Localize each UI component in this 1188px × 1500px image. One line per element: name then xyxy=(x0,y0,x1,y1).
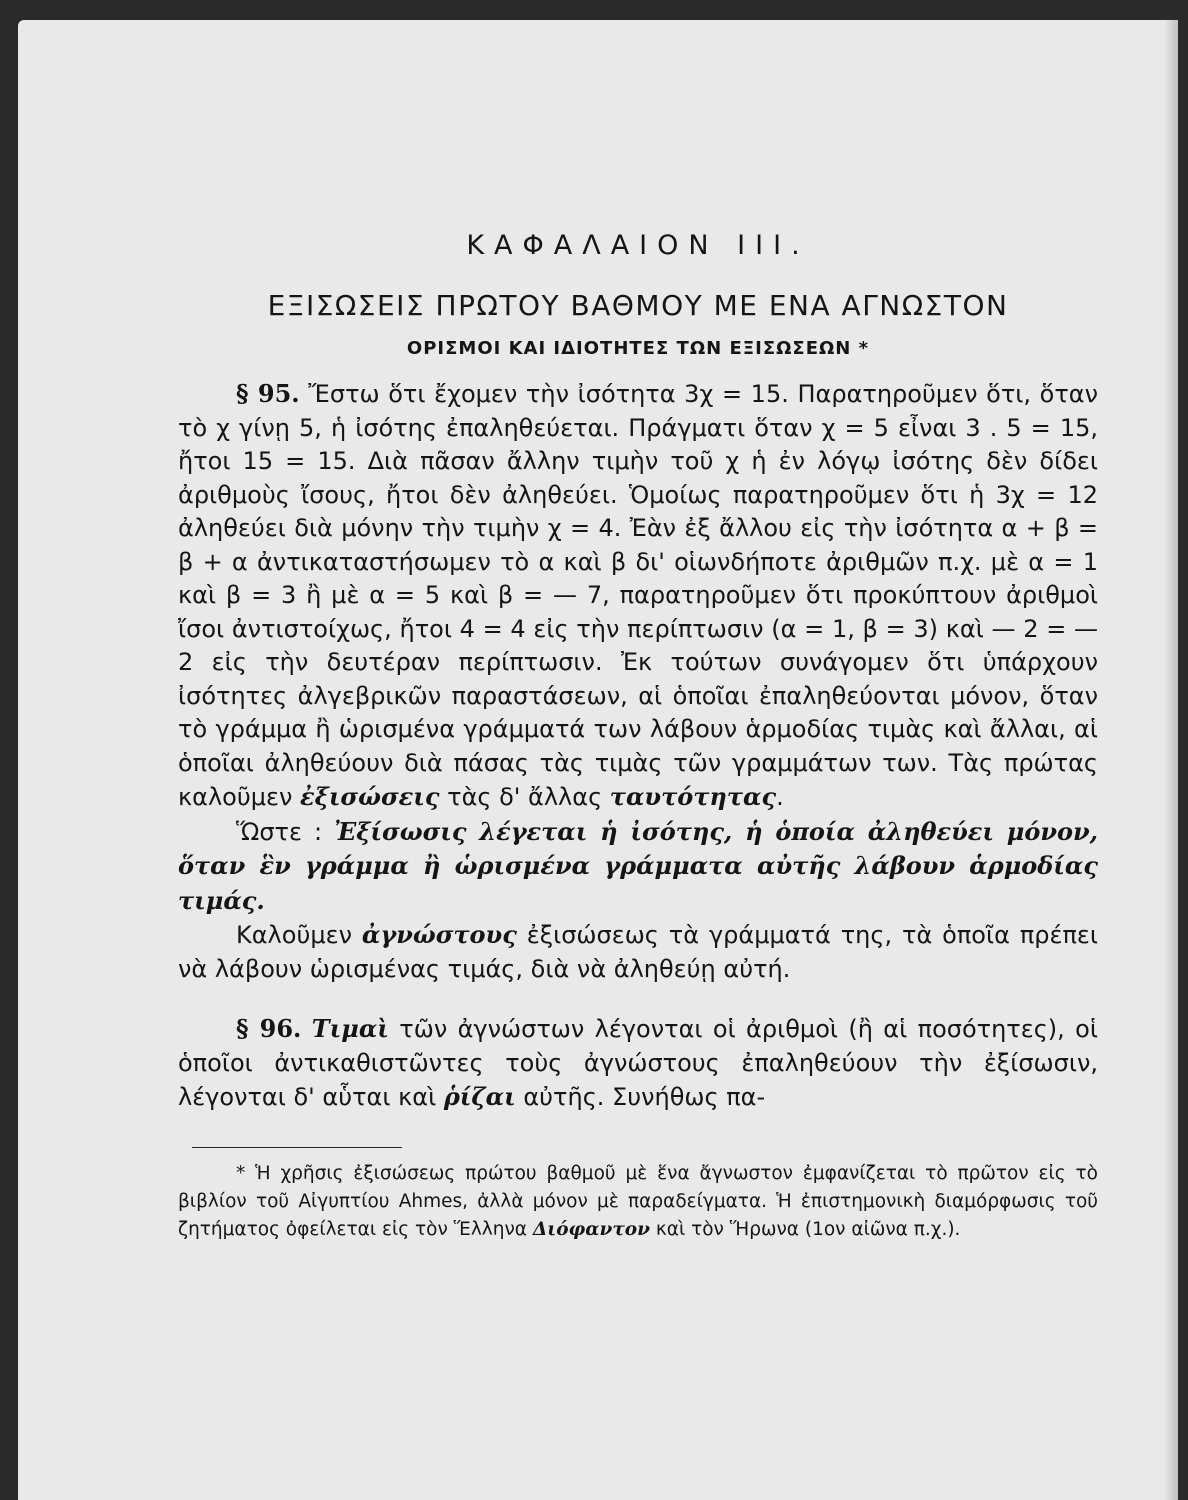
paragraph-95-text: Ἔστω ὅτι ἔχομεν τὴν ἰσότητα 3χ = 15. Παρατηροῦμεν ὅτι, ὅταν τὸ χ γίνῃ 5, ἡ ἰσότης ἐπαληθεύεται. Πράγματι ὅταν χ = 5 εἶναι 3 . 5 = 15, ἤτοι 15 = 15. Διὰ πᾶσαν ἄλλην τιμὴν τοῦ χ ἡ ἐν λόγῳ ἰσότης δὲν δίδει ἀριθμοὺς ἴσους, ἤτοι δὲν ἀληθεύει. Ὁμοίως παρατηροῦμεν ὅτι ἡ 3χ = 12 ἀληθεύει διὰ μόνην τὴν τιμὴν χ = 4. Ἐὰν ἐξ ἄλλου εἰς τὴν ἰσότητα α + β = β + α ἀντικαταστήσωμεν τὸ α καὶ β δι' οἱωνδήποτε ἀριθμῶν π.χ. μὲ α = 1 καὶ β = 3 ἢ μὲ α = 5 καὶ β = — 7, παρατηροῦμεν ὅτι προκύπτουν ἀριθμοὶ ἴσοι ἀντιστοίχως, ἤτοι 4 = 4 εἰς τὴν περίπτωσιν (α = 1, β = 3) καὶ — 2 = — 2 εἰς τὴν δευτέραν περίπτωσιν. Ἐκ τούτων συνάγομεν ὅτι ὑπάρχουν ἰσότητες ἀλγεβρικῶν παραστάσεων, αἱ ὁποῖαι ἐπαληθεύονται μόνον, ὅταν τὸ γράμμα ἢ ὡρισμένα γράμματά των λάβουν ἁρμοδίας τιμὰς καὶ ἄλλαι, αἱ ὁποῖαι ἀληθεύουν διὰ πάσας τὰς τιμὰς τῶν γραμμάτων των. Τὰς πρώτας καλοῦμεν xyxy=(178,380,1099,811)
definition-lead: Ὥστε : xyxy=(236,817,335,846)
definition-paragraph xyxy=(178,815,1098,919)
book-page xyxy=(18,20,1178,1500)
footnote-divider xyxy=(192,1147,402,1148)
term-roots: ῥίζαι xyxy=(443,1082,516,1111)
paragraph-96-space xyxy=(301,1015,311,1043)
unknowns-paragraph xyxy=(178,918,1098,986)
page-edge-shadow xyxy=(1164,20,1178,1500)
chapter-heading: ΚΑΦΑΛΑΙΟΝ III. xyxy=(466,230,810,261)
paragraph-95 xyxy=(178,377,1098,815)
section-number-96: § 96. xyxy=(236,1014,302,1043)
paragraph-96-text-2: αὐτῆς. Συνήθως πα- xyxy=(515,1083,766,1111)
paragraph-96-text: τῶν ἀγνώστων λέγονται οἱ ἀριθμοὶ (ἢ αἱ ποσότητες), οἱ ὁποῖοι ἀντικαθιστῶντες τοὺς ἀγνώστους ἐπαληθεύουν τὴν ἐξίσωσιν, λέγονται δ' αὗται καὶ xyxy=(178,1015,1098,1111)
unknowns-text-2: ἐξισώσεως τὰ γράμματά της, τὰ ὁποῖα πρέπει νὰ λάβουν ὡρισμένας τιμάς, διὰ νὰ ἀληθεύῃ αὐτή. xyxy=(178,921,1099,983)
footnote-text: * Ἡ χρῆσις ἐξισώσεως πρώτου βαθμοῦ μὲ ἕνα ἄγνωστον ἐμφανίζεται τὸ πρῶτον εἰς τὸ βιβλίον τοῦ Αἰγυπτίου Ahmes, ἀλλὰ μόνον μὲ παραδείγματα. Ἡ ἐπιστημονικὴ διαμόρφωσις τοῦ ζητήματος ὀφείλεται εἰς τὸν Ἕλληνα xyxy=(178,1162,1098,1240)
page-content xyxy=(178,230,1098,1244)
paragraph-95-text-3: . xyxy=(776,783,784,811)
section-number-95: § 95. xyxy=(236,379,300,408)
paragraph-95-text-2: τὰς δ' ἄλλας xyxy=(439,783,610,811)
paragraph-96 xyxy=(178,1012,1098,1115)
term-identities: ταυτότητας xyxy=(609,782,777,811)
section-subtitle: ΟΡΙΣΜΟΙ ΚΑΙ ΙΔΙΟΤΗΤΕΣ ΤΩΝ ΕΞΙΣΩΣΕΩΝ * xyxy=(406,338,870,359)
term-equations: ἐξισώσεις xyxy=(300,782,440,811)
footnote-name-diophantus: Διόφαντον xyxy=(532,1218,650,1240)
footnote-text-2: καὶ τὸν Ἥρωνα (1ον αἰῶνα π.χ.). xyxy=(649,1218,961,1240)
term-values: Τιμαὶ xyxy=(311,1014,389,1043)
term-unknowns: ἀγνώστους xyxy=(361,920,517,949)
chapter-title: ΕΞΙΣΩΣΕΙΣ ΠΡΩΤΟΥ ΒΑΘΜΟΥ ΜΕ ΕΝΑ ΑΓΝΩΣΤΟΝ xyxy=(267,289,1009,322)
definition-text: Ἐξίσωσις λέγεται ἡ ἰσότης, ἡ ὁποία ἀληθεύει μόνον, ὅταν ἓν γράμμα ἢ ὡρισμένα γράμματα αὐτῆς λάβουν ἁρμοδίας τιμάς. xyxy=(178,816,1098,915)
unknowns-text: Καλοῦμεν xyxy=(236,921,362,949)
footnote xyxy=(178,1160,1098,1244)
